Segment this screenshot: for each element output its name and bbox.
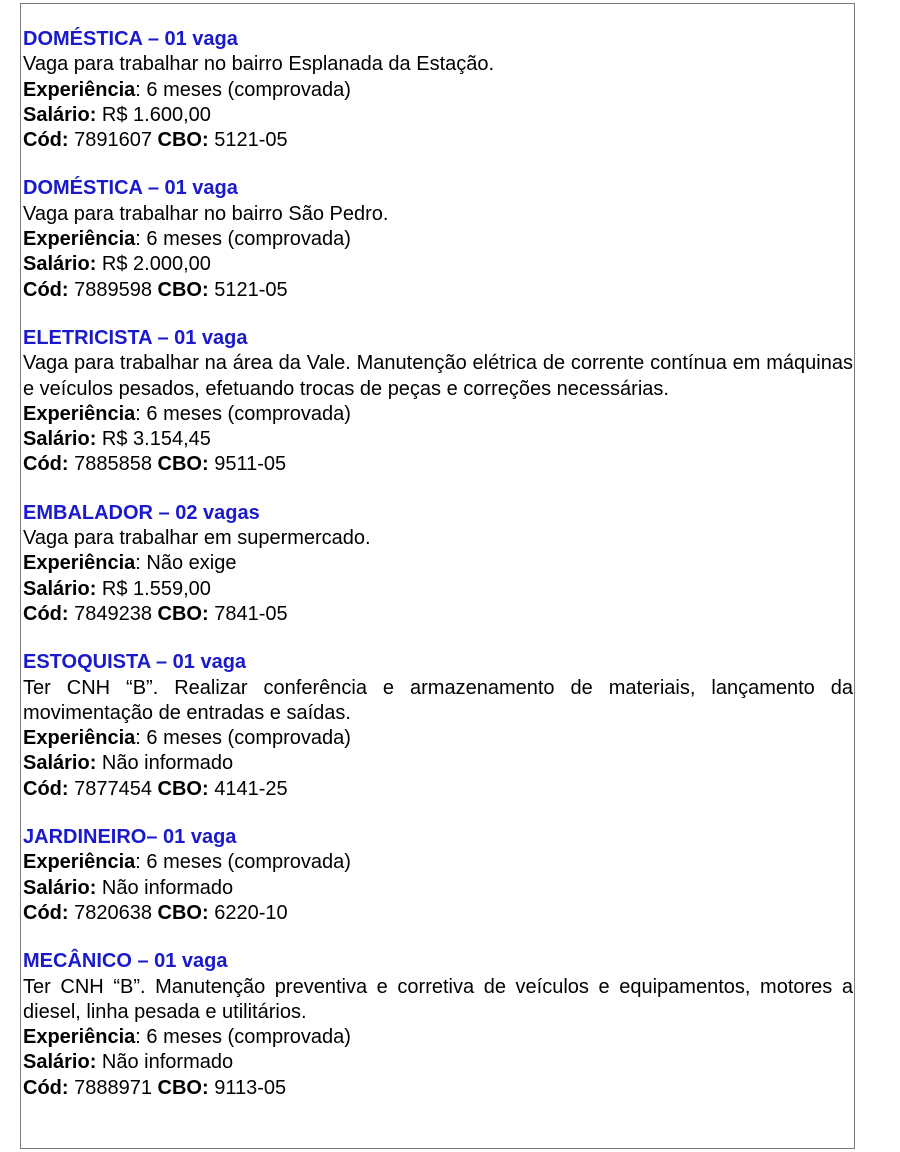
job-description: Vaga para trabalhar em supermercado. [23,527,371,550]
job-description: Vaga para trabalhar no bairro Esplanada da Estação. [23,53,495,76]
job-codes [23,1076,853,1101]
job-listing [23,949,853,1101]
experience-value: : 6 meses (comprovada) [135,1026,351,1049]
job-experience [23,402,853,427]
salary-label: Salário: [23,577,97,600]
code-value: 7885858 [68,453,158,476]
job-listing [23,176,853,302]
experience-label: Experiência [23,78,136,101]
experience-label: Experiência [23,552,136,575]
job-description: Vaga para trabalhar na área da Vale. Manutenção elétrica de corrente contínua em máquinas e veículos pesados, efetuando trocas de peças e correções necessárias. [23,352,853,400]
cbo-label: CBO: [157,453,209,476]
code-label: Cód: [23,1076,69,1099]
code-value: 7849238 [68,602,158,625]
job-listing [23,27,853,153]
salary-label: Salário: [23,253,97,276]
salary-label: Salário: [23,428,97,451]
job-experience [23,850,853,875]
salary-label: Salário: [23,103,97,126]
salary-value: Não informado [96,876,234,899]
code-label: Cód: [23,453,69,476]
job-codes [23,901,853,926]
job-salary [23,577,853,602]
job-title: ELETRICISTA – 01 vaga [23,326,248,349]
experience-value: : 6 meses (comprovada) [135,851,351,874]
salary-label: Salário: [23,752,97,775]
cbo-value: 5121-05 [208,129,288,152]
job-experience [23,551,853,576]
experience-value: : 6 meses (comprovada) [135,402,351,425]
job-listings [23,27,853,1124]
code-value: 7891607 [68,129,158,152]
code-label: Cód: [23,777,69,800]
cbo-value: 9113-05 [208,1076,287,1099]
job-title: ESTOQUISTA – 01 vaga [23,651,247,674]
job-salary [23,751,853,776]
job-salary [23,252,853,277]
job-title: MECÂNICO – 01 vaga [23,950,228,973]
job-codes [23,278,853,303]
cbo-label: CBO: [157,901,209,924]
experience-label: Experiência [23,1026,136,1049]
code-value: 7877454 [68,777,158,800]
code-label: Cód: [23,278,69,301]
cbo-value: 4141-25 [208,777,288,800]
job-codes [23,777,853,802]
job-title: EMBALADOR – 02 vagas [23,501,260,524]
cbo-value: 6220-10 [208,901,288,924]
salary-label: Salário: [23,1051,97,1074]
cbo-label: CBO: [157,129,209,152]
salary-value: R$ 2.000,00 [96,253,211,276]
experience-label: Experiência [23,402,136,425]
cbo-value: 5121-05 [208,278,288,301]
job-experience [23,78,853,103]
job-listing [23,326,853,478]
cbo-value: 9511-05 [208,453,287,476]
experience-label: Experiência [23,851,136,874]
salary-value: Não informado [96,752,234,775]
code-label: Cód: [23,602,69,625]
cbo-label: CBO: [157,602,209,625]
job-description: Ter CNH “B”. Realizar conferência e armazenamento de materiais, lançamento da movimentação de entradas e saídas. [23,676,853,724]
job-description: Vaga para trabalhar no bairro São Pedro. [23,202,389,225]
job-description: Ter CNH “B”. Manutenção preventiva e corretiva de veículos e equipamentos, motores a diesel, linha pesada e utilitários. [23,975,853,1023]
job-listing [23,650,853,802]
job-title: DOMÉSTICA – 01 vaga [23,177,238,200]
job-experience [23,1025,853,1050]
job-salary [23,427,853,452]
experience-label: Experiência [23,228,136,251]
experience-label: Experiência [23,727,136,750]
code-label: Cód: [23,901,69,924]
job-title: JARDINEIRO– 01 vaga [23,826,237,849]
salary-value: R$ 3.154,45 [96,428,211,451]
job-salary [23,1050,853,1075]
experience-value: : 6 meses (comprovada) [135,78,351,101]
job-listing [23,501,853,627]
salary-value: Não informado [96,1051,234,1074]
job-salary [23,103,853,128]
job-salary [23,876,853,901]
job-codes [23,128,853,153]
salary-value: R$ 1.600,00 [96,103,211,126]
code-value: 7820638 [68,901,158,924]
job-codes [23,452,853,477]
job-experience [23,726,853,751]
job-codes [23,602,853,627]
salary-value: R$ 1.559,00 [96,577,211,600]
experience-value: : 6 meses (comprovada) [135,727,351,750]
experience-value: : 6 meses (comprovada) [135,228,351,251]
cbo-value: 7841-05 [208,602,288,625]
cbo-label: CBO: [157,1076,209,1099]
job-experience [23,227,853,252]
code-value: 7889598 [68,278,158,301]
job-title: DOMÉSTICA – 01 vaga [23,28,238,50]
cbo-label: CBO: [157,777,209,800]
code-label: Cód: [23,129,69,152]
job-listing [23,825,853,926]
code-value: 7888971 [68,1076,158,1099]
cbo-label: CBO: [157,278,209,301]
salary-label: Salário: [23,876,97,899]
experience-value: : Não exige [135,552,237,575]
